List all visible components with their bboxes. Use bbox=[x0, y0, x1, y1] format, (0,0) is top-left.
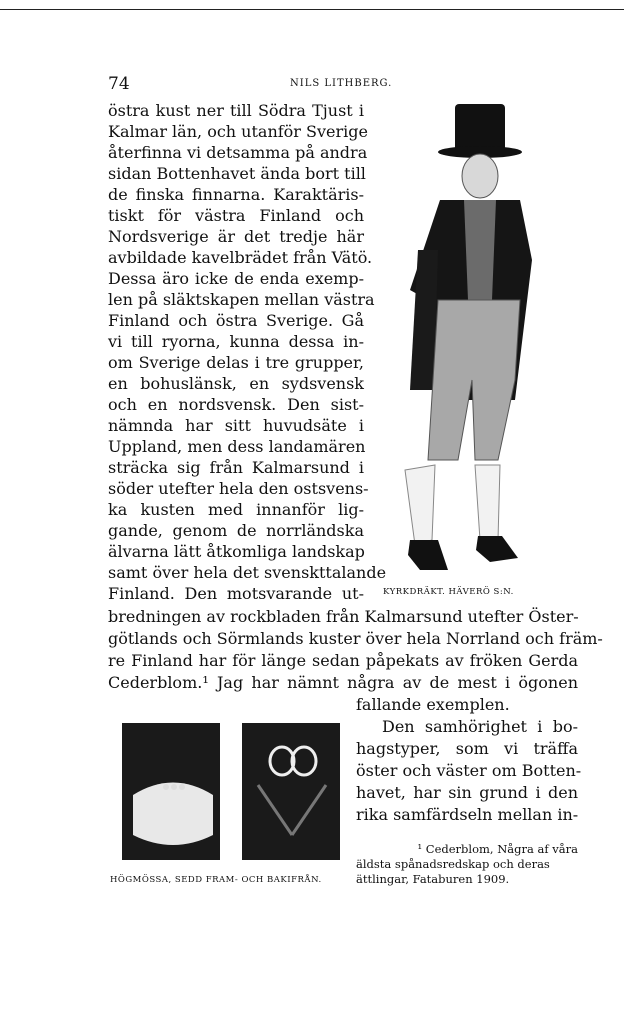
footnote-line: ättlingar, Fataburen 1909. bbox=[356, 872, 510, 886]
text-line: ka kusten med innanför lig- bbox=[108, 500, 364, 519]
text-line: Finland och östra Sverige. Gå bbox=[108, 311, 364, 330]
text-line: havet, har sin grund i den bbox=[356, 783, 578, 802]
caption-man: KYRKDRÄKT. HÄVERÖ S:N. bbox=[383, 587, 514, 597]
footnote-line: ¹ Cederblom, Några af våra bbox=[417, 842, 578, 856]
text-line: återfinna vi detsamma på andra bbox=[108, 143, 368, 162]
text-line: Nordsverige är det tredje här bbox=[108, 227, 364, 246]
text-line: Dessa äro icke de enda exemp- bbox=[108, 269, 364, 288]
text-line: om Sverige delas i tre grupper, bbox=[108, 353, 364, 372]
text-line: götlands och Sörmlands kuster över hela Norrland och främ- bbox=[108, 629, 603, 648]
figure-man-costume bbox=[380, 100, 580, 580]
text-line: och en nordsvensk. Den sist- bbox=[108, 395, 364, 414]
text-line: gande, genom de norrländska bbox=[108, 521, 364, 540]
figure-caps bbox=[118, 715, 344, 865]
running-head: NILS LITHBERG. bbox=[290, 78, 393, 89]
text-line: fallande exemplen. bbox=[356, 695, 510, 714]
text-line: bredningen av rockbladen från Kalmarsund utefter Öster- bbox=[108, 607, 579, 626]
text-line: hagstyper, som vi träffa bbox=[356, 739, 578, 758]
text-line: samt över hela det svenskttalande bbox=[108, 563, 387, 582]
text-line: Den samhörighet i bo- bbox=[382, 717, 578, 736]
text-line: vi till ryorna, kunna dessa in- bbox=[108, 332, 364, 351]
text-line: sidan Bottenhavet ända bort till bbox=[108, 164, 366, 183]
text-line: öster och väster om Botten- bbox=[356, 761, 582, 780]
text-line: östra kust ner till Södra Tjust i bbox=[108, 101, 364, 120]
text-line: Kalmar län, och utanför Sverige bbox=[108, 122, 368, 141]
text-line: Finland. Den motsvarande ut- bbox=[108, 584, 364, 603]
text-line: avbildade kavelbrädet från Vätö. bbox=[108, 248, 373, 267]
top-rule bbox=[0, 9, 624, 10]
text-line: tiskt för västra Finland och bbox=[108, 206, 364, 225]
text-line: len på släktskapen mellan västra bbox=[108, 290, 375, 309]
text-line: re Finland har för länge sedan påpekats av fröken Gerda bbox=[108, 651, 578, 670]
footnote-line: äldsta spånadsredskap och deras bbox=[356, 857, 550, 871]
text-line: Cederblom.¹ Jag har nämnt några av de mest i ögonen bbox=[108, 673, 578, 692]
text-line: sträcka sig från Kalmarsund i bbox=[108, 458, 364, 477]
text-line: Uppland, men dess landamären bbox=[108, 437, 366, 456]
text-line: rika samfärdseln mellan in- bbox=[356, 805, 579, 824]
text-line: söder utefter hela den ostsvens- bbox=[108, 479, 369, 498]
page-number: 74 bbox=[108, 74, 130, 94]
text-line: älvarna lätt åtkomliga landskap bbox=[108, 542, 365, 561]
text-line: nämnda har sitt huvudsäte i bbox=[108, 416, 364, 435]
text-line: en bohuslänsk, en sydsvensk bbox=[108, 374, 364, 393]
text-line: de finska finnarna. Karaktäris- bbox=[108, 185, 364, 204]
caption-caps: HÖGMÖSSA, SEDD FRAM- OCH BAKIFRÅN. bbox=[110, 875, 322, 885]
